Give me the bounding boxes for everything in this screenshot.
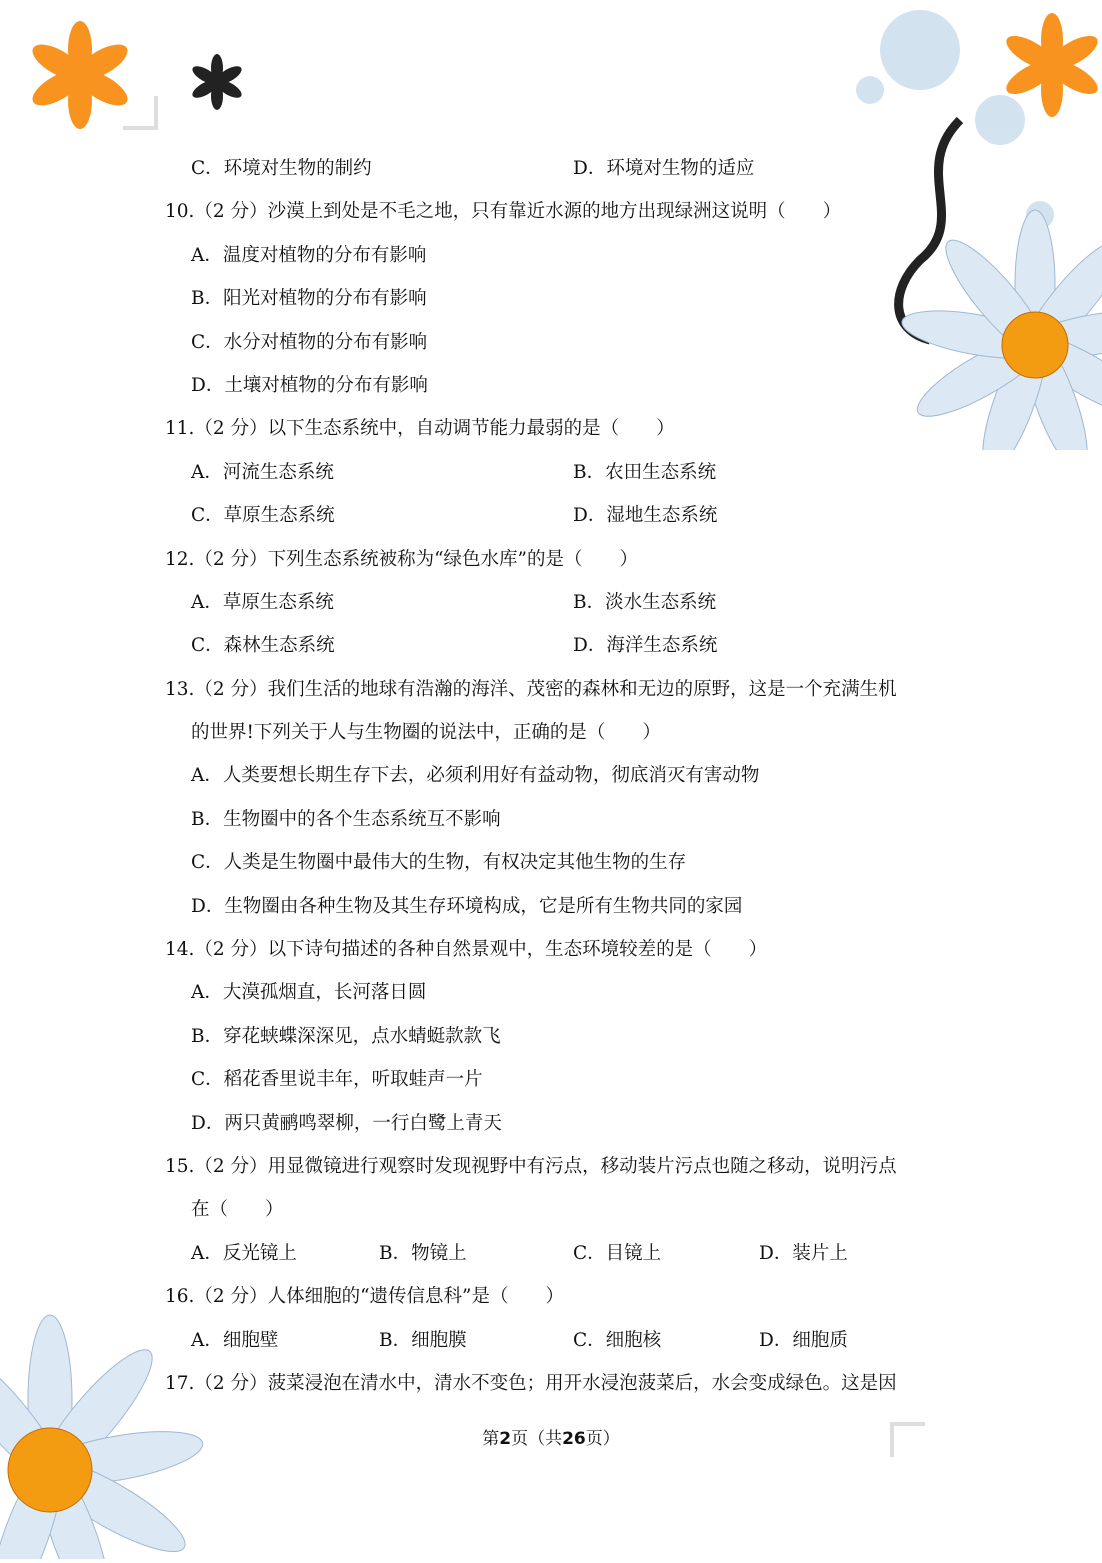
option-line: C．稻花香里说丰年，听取蛙声一片 (191, 1069, 483, 1091)
answer-option: B．细胞膜 (379, 1329, 467, 1351)
answer-option: B．农田生态系统 (573, 461, 717, 483)
question-stem: 14.（2 分）以下诗句描述的各种自然景观中，生态环境较差的是（ ） (165, 939, 768, 961)
option-row (165, 581, 945, 624)
option-line: B．生物圈中的各个生态系统互不影响 (191, 808, 501, 830)
answer-option: D．装片上 (759, 1242, 848, 1264)
option-row (165, 624, 945, 667)
option-row (165, 451, 945, 494)
black-flower-decoration (185, 50, 250, 119)
question-stem: 17.（2 分）菠菜浸泡在清水中，清水不变色；用开水浸泡菠菜后，水会变成绿色。这是因 (165, 1372, 897, 1394)
question-stem: 15.（2 分）用显微镜进行观察时发现视野中有污点，移动装片污点也随之移动，说明污点 (165, 1155, 897, 1177)
answer-option: B．淡水生态系统 (573, 591, 717, 613)
answer-option: C．环境对生物的制约 (191, 158, 372, 179)
question-stem: 13.（2 分）我们生活的地球有浩瀚的海洋、茂密的森林和无边的原野，这是一个充满生机 (165, 678, 897, 700)
total-pages: 26 (562, 1429, 586, 1449)
option-line: A．温度对植物的分布有影响 (191, 244, 427, 266)
option-line: D．生物圈由各种生物及其生存环境构成，它是所有生物共同的家园 (191, 895, 743, 917)
current-page: 2 (499, 1429, 512, 1449)
answer-option: D．细胞质 (759, 1329, 848, 1351)
question-stem: 12.（2 分）下列生态系统被称为“绿色水库”的是（ ） (165, 548, 638, 570)
question-stem: 16.（2 分）人体细胞的“遗传信息科”是（ ） (165, 1286, 564, 1308)
answer-option: D．海洋生态系统 (573, 635, 718, 657)
footer-pre: 第 (482, 1429, 500, 1449)
option-line: B．阳光对植物的分布有影响 (191, 288, 427, 310)
answer-option: C．草原生态系统 (191, 505, 335, 527)
orange-flower-decoration (25, 20, 135, 130)
option-line: D．土壤对植物的分布有影响 (191, 374, 428, 396)
question-stem: 10.（2 分）沙漠上到处是不毛之地，只有靠近水源的地方出现绿洲这说明（ ） (165, 201, 842, 223)
option-line: A．人类要想长期生存下去，必须利用好有益动物，彻底消灭有害动物 (191, 765, 760, 787)
answer-option: C．细胞核 (573, 1329, 662, 1351)
option-line: C．人类是生物圈中最伟大的生物，有权决定其他生物的生存 (191, 852, 687, 874)
answer-option: A．草原生态系统 (191, 591, 334, 613)
answer-option: A．河流生态系统 (191, 461, 334, 483)
answer-option: D．环境对生物的适应 (573, 158, 755, 179)
answer-option: D．湿地生态系统 (573, 505, 718, 527)
answer-option: C．目镜上 (573, 1242, 662, 1264)
option-line: C．水分对植物的分布有影响 (191, 331, 428, 353)
option-line: 在（ ） (191, 1199, 284, 1221)
option-line: A．大漠孤烟直，长河落日圆 (191, 982, 427, 1004)
option-row (165, 147, 945, 190)
answer-option: B．物镜上 (379, 1242, 467, 1264)
question-stem: 11.（2 分）以下生态系统中，自动调节能力最弱的是（ ） (165, 418, 675, 440)
question-list (165, 147, 945, 1405)
option-row (165, 494, 945, 537)
answer-option: C．森林生态系统 (191, 635, 335, 657)
option-line: 的世界!下列关于人与生物圈的说法中，正确的是（ ） (191, 722, 661, 744)
footer-post: 页） (585, 1429, 620, 1449)
answer-option: A．细胞壁 (191, 1329, 279, 1351)
option-line: B．穿花蛱蝶深深见，点水蜻蜓款款飞 (191, 1025, 501, 1047)
option-row (165, 1232, 945, 1275)
option-line: D．两只黄鹂鸣翠柳，一行白鹭上青天 (191, 1112, 502, 1134)
option-row (165, 1319, 945, 1362)
answer-option: A．反光镜上 (191, 1242, 297, 1264)
page-footer (0, 1424, 1102, 1449)
footer-mid: 页（共 (511, 1429, 563, 1449)
corner-mark-top (123, 96, 158, 130)
